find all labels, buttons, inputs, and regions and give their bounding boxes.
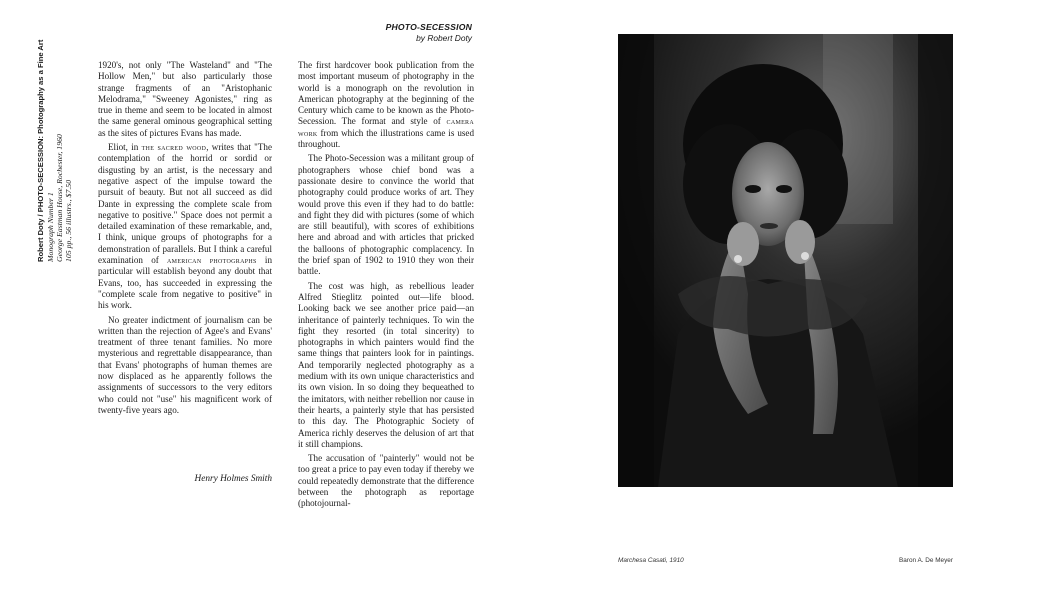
article-title: PHOTO-SECESSION [385,22,472,32]
paragraph: The Photo-Secession was a militant group of photographers whose chief bond was a passionate desire to convince the world that photography could produce works of art. They would prove this even if they had to do battle: and fight they did with pictures (some of which are still beautiful), with scores of exhibitions here and abroad and with articles that pricked the balloons of photographic complacency. In the brief span of 1902 to 1910 they won their battle. [298,153,474,277]
article-title-block [360,22,472,44]
photo-caption-title: Marchesa Casati, 1910 [618,557,684,564]
series-line: Monograph Number 1 [46,192,55,262]
paragraph: The first hardcover book publication from the most important museum of photography in the world is a monograph on the revolution in American photography at the beginning of the Century which came to be known as the Photo-Secession. The format and style of camera work from which the illustrations came is used throughout. [298,60,474,150]
paragraph: The cost was high, as rebellious leader Alfred Stieglitz pointed out—life blood. Looking back we see another price paid—an inheritance of painterly techniques. To win the fight they resorted (in total sincerity) to photographs in which painters would find the same things that painters look for in paintings. And temporarily neglected photography as a medium with its own unique characteristics and its own vision. In so doing they bequeathed to the imitators, with neither rebellion nor cause in their hearts, a painterly style that has persisted to this day. The Photographic Society of America richly deserves the delusion of art that it still champions. [298,280,474,449]
price-line: 105 pp., 56 illustrs., $7.50 [64,179,73,262]
paragraph: Eliot, in the sacred wood, writes that "The contemplation of the horrid or sordid or disgusting by an artist, is the necessary and negative aspect of the impulse toward the pursuit of beauty. But not all succeed as did Dante in expressing the complete scale from negative to positive." Space does not permit a detailed examination of these remarkable, and, I think, unique groups of photographs for a demonstration of parallels. But I think a careful examination of american photographs in particular will establish beyond any doubt that Evans, too, has succeeded in expressing the "complete scale from negative to positive" in his work. [98,142,273,311]
paragraph: No greater indictment of journalism can be written than the rejection of Agee's and Evans' treatment of three tenant families. No more mysterious and regrettable disappearance, than that Evans' photographs of human themes are now displaced as he apparently follows the assignments of successors to the very editors who could not "use" his magnificent work of twenty-five years ago. [98,314,272,415]
left-text-column [98,60,272,419]
author-signature: Henry Holmes Smith [194,474,272,484]
publisher-line: George Eastman House, Rochester, 1960 [55,134,64,262]
small-caps-title: american photographs [167,256,257,266]
article-byline: by Robert Doty [416,33,472,43]
right-text-column [298,60,474,513]
portrait-photograph [618,34,953,487]
paragraph: 1920's, not only "The Wasteland" and "The Hollow Men," but also particularly those strange fragments of an "Aristophanic Melodrama," "Sweeney Agonistes," ring as true in theme and seem to be located in almost the same general ominous geographical setting as the sites of pictures Evans has made. [98,60,272,138]
photo-caption-credit: Baron A. De Meyer [899,557,953,564]
portrait-image [618,34,953,487]
book-title-line: Robert Doty / PHOTO-SECESSION: Photography as a Fine Art [36,39,45,262]
small-caps-title: camera work [298,117,474,138]
side-running-header [36,39,76,262]
paragraph: The accusation of "painterly" would not be too great a price to pay even today if thereby we could repeatedly demonstrate that the difference between the photograph as reportage (photojournal- [298,453,474,509]
small-caps-title: the sacred wood [141,143,207,153]
